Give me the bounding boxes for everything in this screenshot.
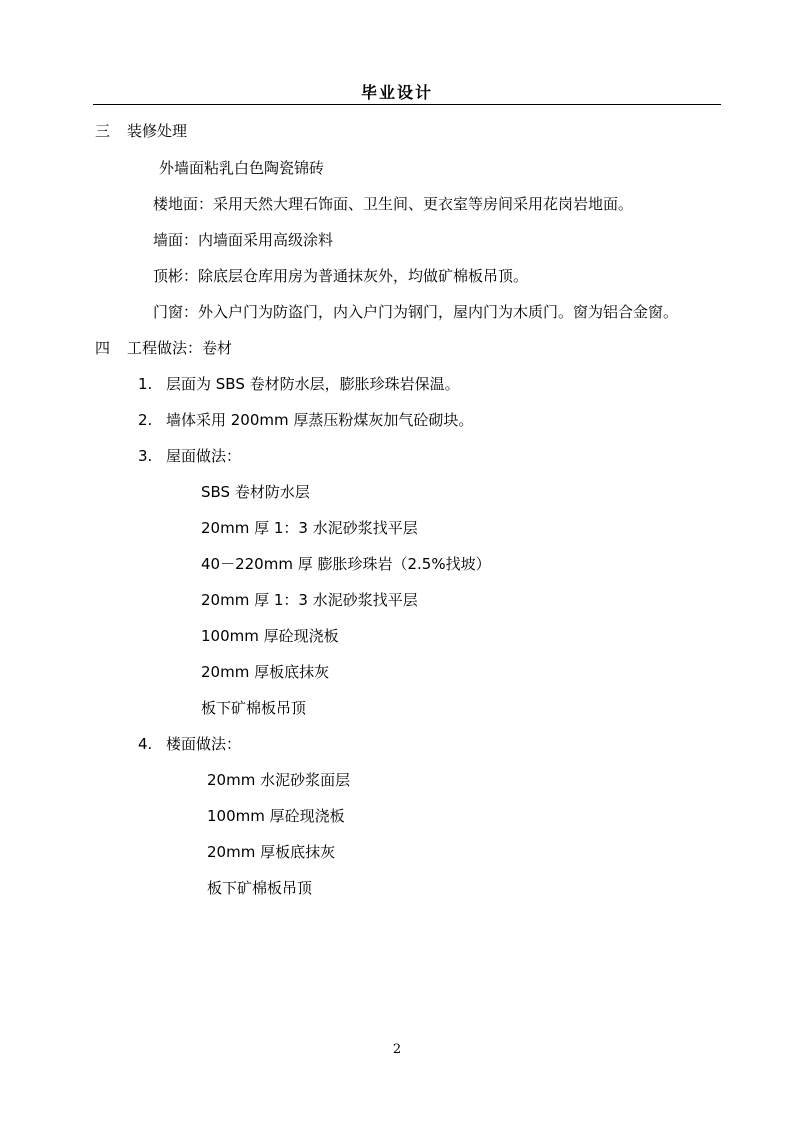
floor-layer: 20mm 厚板底抹灰 [207,843,336,861]
section-number: 三 [95,122,111,140]
list-item-text: 墙体采用 200mm 厚蒸压粉煤灰加气砼砌块。 [166,411,474,429]
section-title: 工程做法：卷材 [127,339,233,357]
list-item-text: 屋面做法： [166,447,242,465]
roof-layer: 20mm 厚板底抹灰 [201,663,330,681]
paragraph-line: 顶彬：除底层仓库用房为普通抹灰外，均做矿棉板吊顶。 [153,267,529,285]
list-item [138,411,473,429]
section-heading-3 [95,122,187,140]
list-item-text: 层面为 SBS 卷材防水层，膨胀珍珠岩保温。 [166,375,460,393]
roof-layer: SBS 卷材防水层 [201,483,310,501]
roof-layer: 100mm 厚砼现浇板 [201,627,339,645]
list-item-number: 1. [138,375,153,393]
page-number: 2 [392,1042,402,1057]
roof-layer: 20mm 厚 1：3 水泥砂浆找平层 [201,591,418,609]
list-item-text: 楼面做法： [166,735,242,753]
floor-layer: 板下矿棉板吊顶 [207,879,313,897]
floor-layer: 20mm 水泥砂浆面层 [207,771,351,789]
list-item-number: 3. [138,447,153,465]
paragraph-line: 外墙面粘乳白色陶瓷锦砖 [159,159,325,177]
header-divider [93,104,721,105]
list-item [138,375,460,393]
floor-layer: 100mm 厚砼现浇板 [207,807,345,825]
section-title: 装修处理 [127,122,188,140]
list-item-number: 4. [138,735,153,753]
section-number: 四 [95,339,111,357]
roof-layer: 板下矿棉板吊顶 [201,699,307,717]
list-item [138,735,241,753]
section-heading-4 [95,339,232,357]
paragraph-line: 门窗：外入户门为防盗门，内入户门为钢门，屋内门为木质门。窗为铝合金窗。 [153,303,679,321]
roof-layer: 40－220mm 厚 膨胀珍珠岩（2.5%找坡） [201,555,491,573]
list-item-number: 2. [138,411,153,429]
paragraph-line: 楼地面：采用天然大理石饰面、卫生间、更衣室等房间采用花岗岩地面。 [153,195,634,213]
header-title: 毕业设计 [360,83,433,102]
roof-layer: 20mm 厚 1：3 水泥砂浆找平层 [201,519,418,537]
list-item [138,447,241,465]
paragraph-line: 墙面：内墙面采用高级涂料 [153,231,334,249]
